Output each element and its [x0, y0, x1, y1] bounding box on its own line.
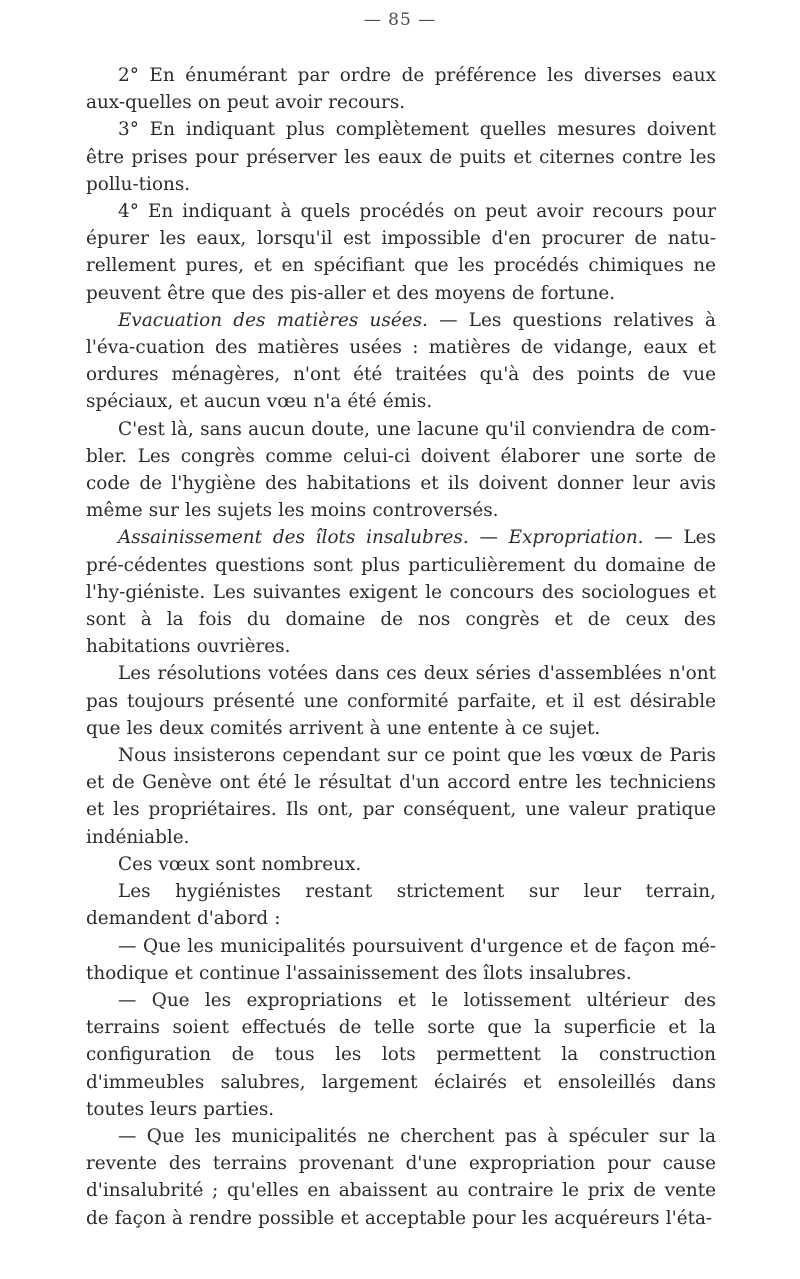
paragraph-voeux: Ces vœux sont nombreux. [118, 853, 362, 875]
paragraph-resolutions: Les résolutions votées dans ces deux séries d'assemblées n'ont pas toujours présenté une conformité parfaite, et il est désirable que les deux comités arrivent à une entente à ce sujet. [86, 663, 716, 739]
body-text [86, 62, 716, 1232]
paragraph-item-3: 3° En indiquant plus complètement quelles mesures doivent être prises pour préserver les eaux de puits et citernes contre les pollu-tions. [86, 119, 716, 195]
paragraph-hygienistes: Les hygiénistes restant strictement sur leur terrain, demandent d'abord : [86, 881, 716, 930]
paragraph-assainissement: Assainissement des îlots insalubres. — Expropriation. — Les pré-cédentes questions sont plus particulièrement du domaine de l'hy-giéniste. Les suivantes exigent le concours des sociologues et sont à la fois du domaine de nos congrès et de ceux des habitations ouvrières. [86, 527, 716, 658]
paragraph-paris-geneve: Nous insisterons cependant sur ce point que les vœux de Paris et de Genève ont été le résultat d'un accord entre les techniciens et les propriétaires. Ils ont, par conséquent, une valeur pratique indéniable. [86, 745, 716, 848]
paragraph-demand-3: — Que les municipalités ne cherchent pas à spéculer sur la revente des terrains provenant d'une expropriation pour cause d'insalubrité ; qu'elles en abaissent au contraire le prix de vente de façon à rendre possible et acceptable pour les acquéreurs l'éta- [86, 1125, 716, 1229]
section-heading: Evacuation des matières usées. [118, 309, 428, 331]
paragraph-lacune: C'est là, sans aucun doute, une lacune qu'il conviendra de com-bler. Les congrès comme celui-ci doivent élaborer une sorte de code de l'hygiène des habitations et ils doivent donner leur avis même sur les sujets les moins controversés. [86, 418, 716, 522]
paragraph-evacuation: Evacuation des matières usées. — Les questions relatives à l'éva-cuation des matières usées : matières de vidange, eaux et ordures ménagères, n'ont été traitées qu'à des points de vue spéciaux, et aucun vœu n'a été émis. [86, 309, 716, 413]
paragraph-demand-2: — Que les expropriations et le lotissement ultérieur des terrains soient effectués de telle sorte que la superficie et la configuration de tous les lots permettent la construction d'immeubles salubres, largement éclairés et ensoleillés dans toutes leurs parties. [86, 989, 716, 1120]
paragraph-item-2: 2° En énumérant par ordre de préférence les diverses eaux aux-quelles on peut avoir recours. [86, 65, 716, 114]
section-heading: Expropriation. [508, 527, 644, 549]
paragraph-item-4: 4° En indiquant à quels procédés on peut avoir recours pour épurer les eaux, lorsqu'il est impossible d'en procurer de natu-rellement pures, et en spécifiant que les procédés chimiques ne peuvent être que des pis-aller et des moyens de fortune. [86, 201, 716, 304]
paragraph-demand-1: — Que les municipalités poursuivent d'urgence et de façon mé-thodique et continue l'assainissement des îlots insalubres. [86, 935, 716, 984]
page-number: — 85 — [363, 10, 437, 30]
section-heading: Assainissement des îlots insalubres. [118, 527, 469, 549]
